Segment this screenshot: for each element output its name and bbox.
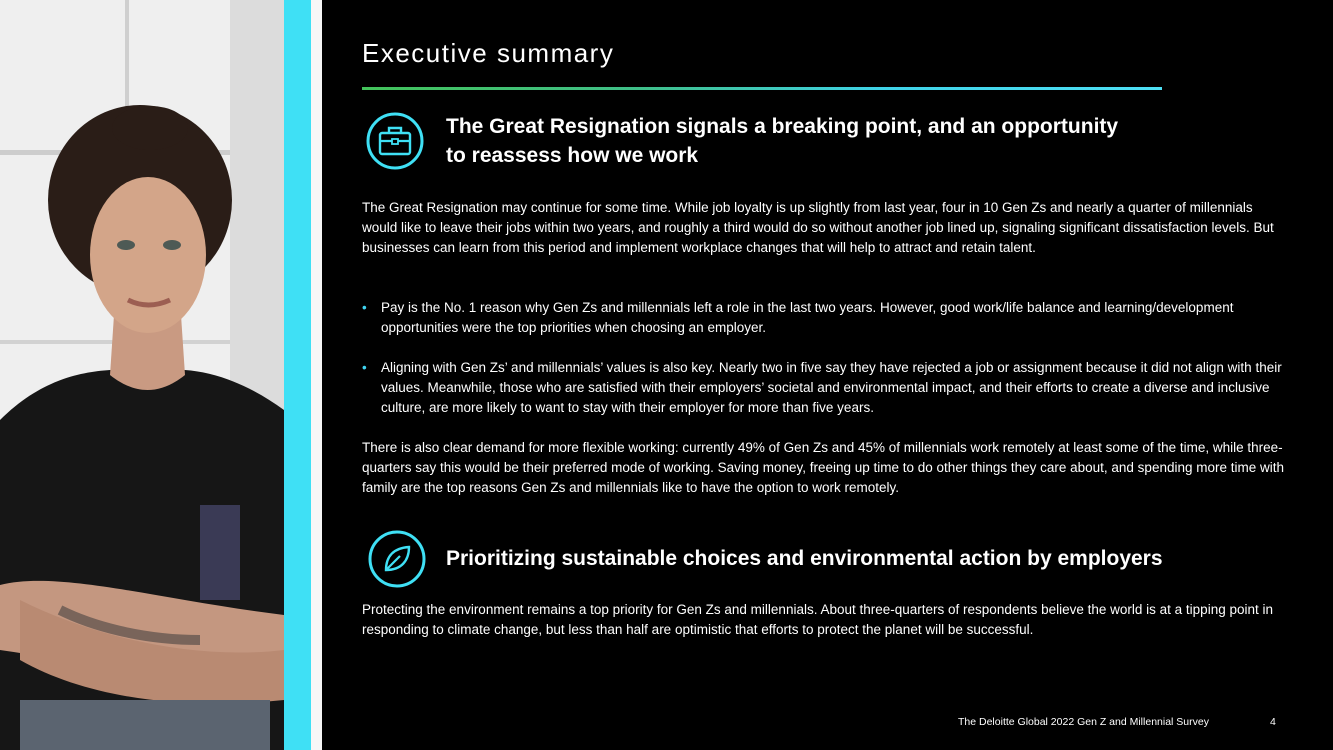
flexible-working-paragraph: There is also clear demand for more flexible working: currently 49% of Gen Zs and 45% of millennials work remotely at least some of the time, while three-quarters say this would be their preferred mode of working. Saving money, freeing up time to do other things they care about, and spending more time with family are the top reasons Gen Zs and millennials like to have the option to work remotely. [362,440,1285,495]
page-title: Executive summary [362,38,615,68]
cyan-accent-stripe [284,0,311,750]
title-divider [362,87,1162,90]
intro-paragraph: The Great Resignation may continue for some time. While job loyalty is up slightly from last year, four in 10 Gen Zs and nearly a quarter of millennials would like to leave their jobs within two years, and roughly a third would do so without another job lined up, signaling significant dissatisfaction levels. But businesses can learn from this period and implement workplace changes that will help to attract and retain talent. [362,200,1274,255]
list-item [362,298,1287,338]
section-heading-line1: The Great Resignation signals a breaking point, and an opportunity [446,115,1119,138]
list-item [362,358,1287,418]
environment-paragraph: Protecting the environment remains a top priority for Gen Zs and millennials. About three-quarters of respondents believe the world is at a tipping point in responding to climate change, but less than half are optimistic that efforts to protect the planet will be successful. [362,602,1273,637]
footer-source: The Deloitte Global 2022 Gen Z and Millennial Survey [958,716,1209,728]
section-heading-great-resignation [446,112,1118,170]
page-number: 4 [1270,716,1276,728]
portrait-photo [0,0,284,750]
bullet-text-pay: Pay is the No. 1 reason why Gen Zs and millennials left a role in the last two years. However, good work/life balance and learning/development opportunities were the top priorities when choosing an employer. [381,300,1234,335]
white-accent-stripe [311,0,322,750]
bullet-text-values: Aligning with Gen Zs’ and millennials’ values is also key. Nearly two in five say they have rejected a job or assignment because it did not align with their values. Meanwhile, those who are satisfied with their employers’ societal and environmental impact, and their efforts to create a diverse and inclusive culture, are more likely to want to stay with their employer for more than five years. [381,360,1282,415]
leaf-icon [368,530,426,588]
bullet-icon: • [362,300,367,315]
briefcase-icon [366,112,424,170]
section-heading-line2: to reassess how we work [446,144,699,167]
section-heading-sustainability: Prioritizing sustainable choices and environmental action by employers [446,547,1163,570]
bullet-icon: • [362,360,367,375]
